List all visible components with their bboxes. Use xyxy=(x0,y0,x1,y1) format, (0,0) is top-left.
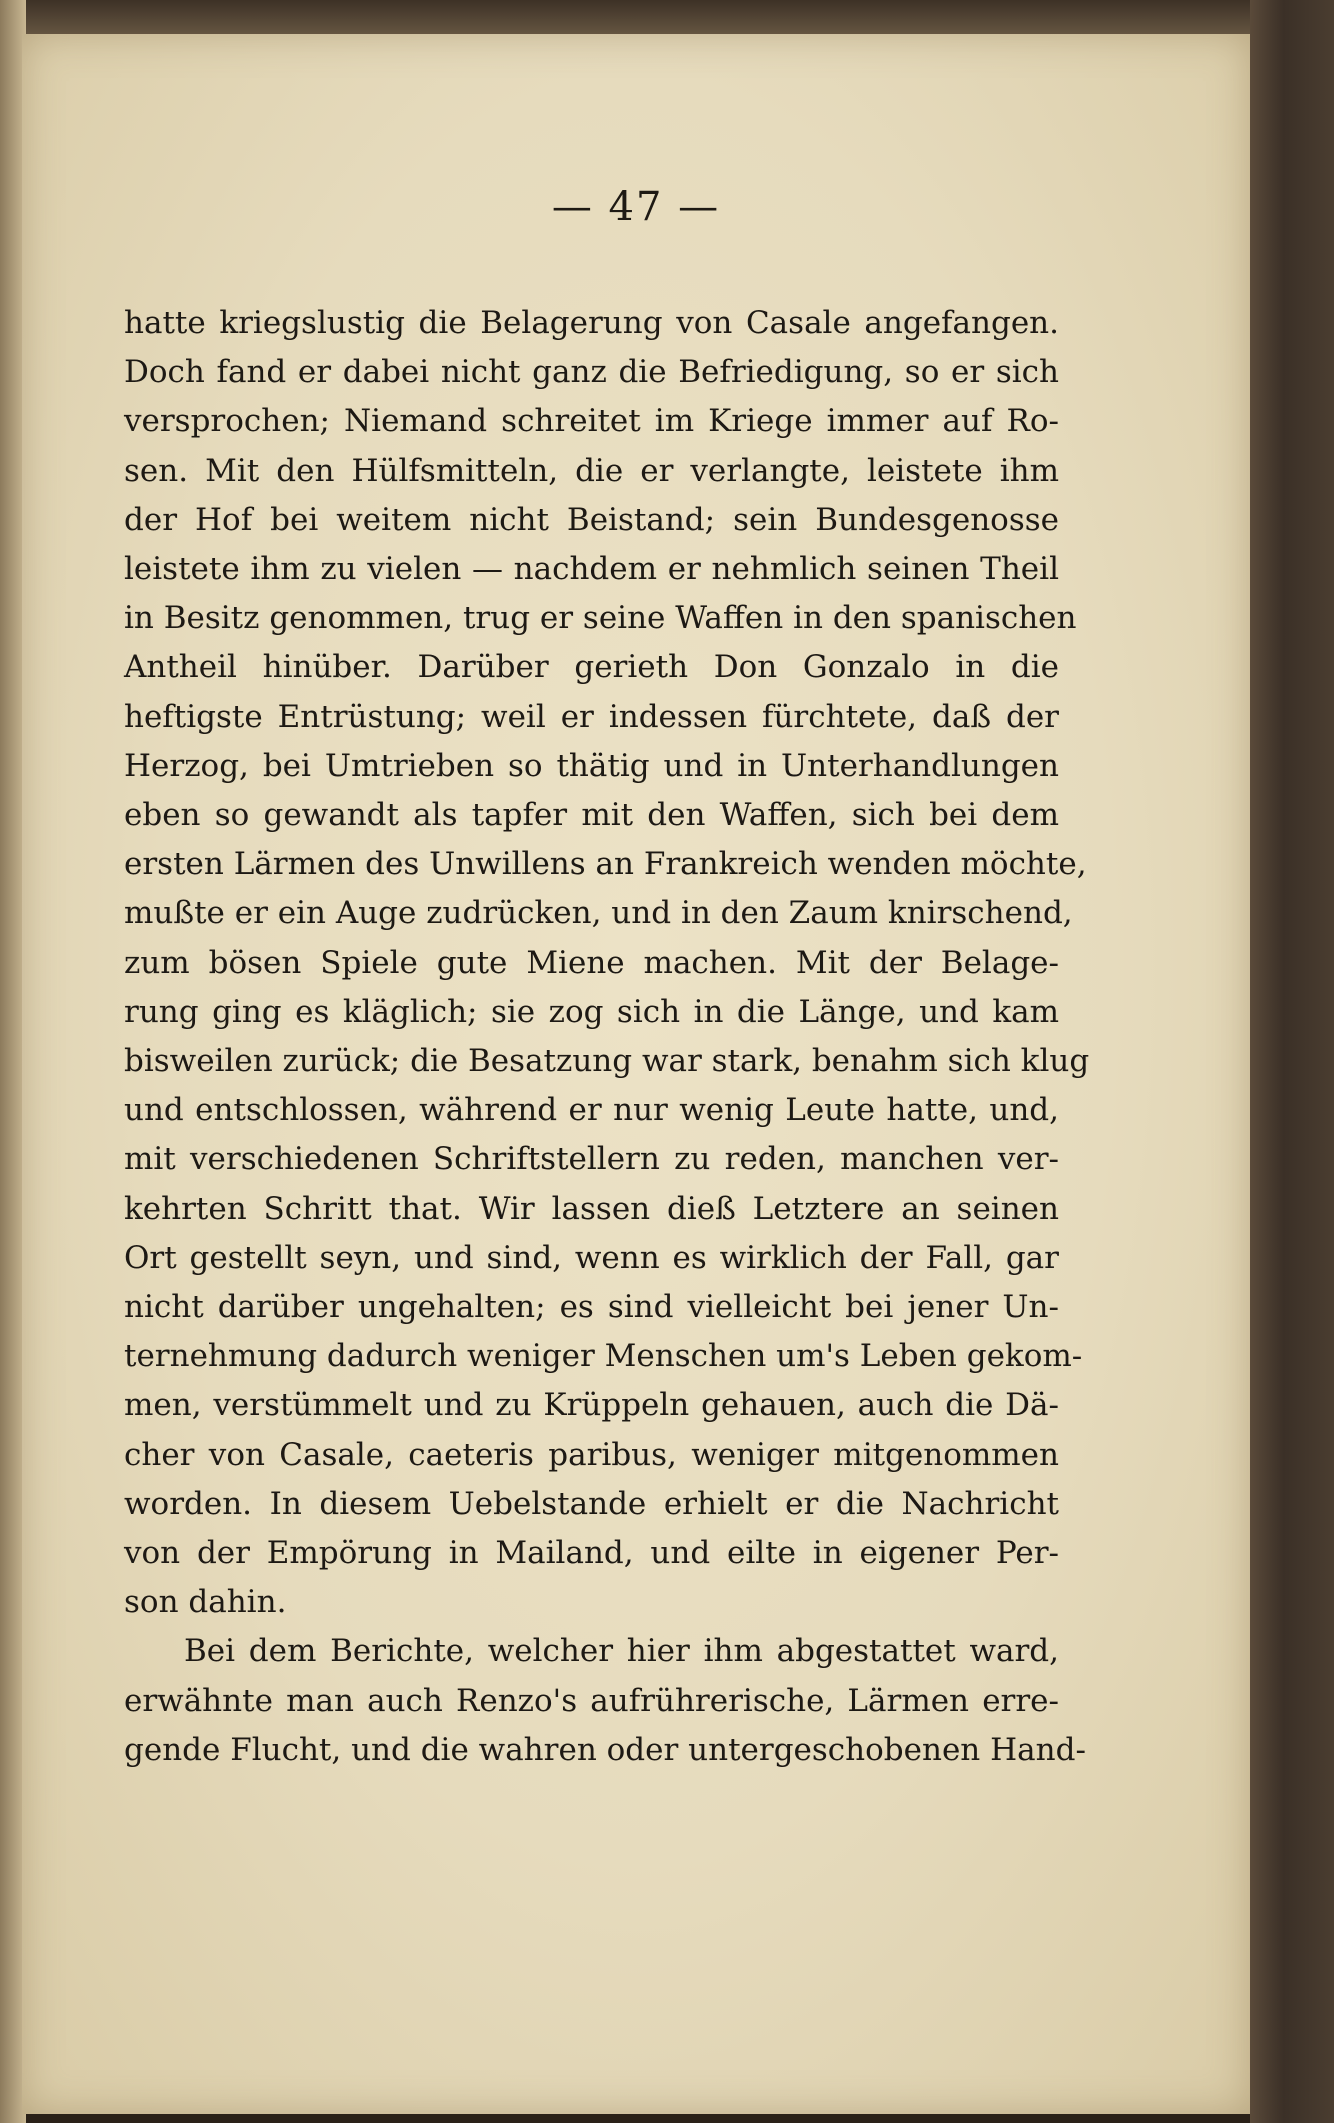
text-line: zum bösen Spiele gute Miene machen. Mit der Belage- xyxy=(124,944,1059,981)
text-line: rung ging es kläglich; sie zog sich in die Länge, und kam xyxy=(124,993,1059,1030)
text-line: kehrten Schritt that. Wir lassen dieß Letztere an seinen xyxy=(124,1190,1059,1227)
text-line: erwähnte man auch Renzo's aufrührerische, Lärmen erre- xyxy=(124,1682,1059,1719)
text-line: son dahin. xyxy=(124,1584,287,1621)
text-line: cher von Casale, caeteris paribus, weniger mitgenommen xyxy=(124,1436,1059,1473)
page-number: — 47 — xyxy=(551,184,721,230)
text-line: mußte er ein Auge zudrücken, und in den Zaum knirschend, xyxy=(124,895,1073,932)
paragraph xyxy=(124,1627,1086,1775)
text-line: Antheil hinüber. Darüber gerieth Don Gonzalo in die xyxy=(124,649,1059,686)
text-line: Herzog, bei Umtrieben so thätig und in Unterhandlungen xyxy=(124,747,1059,784)
text-line: gende Flucht, und die wahren oder untergeschobenen Hand- xyxy=(124,1731,1086,1768)
text-line: in Besitz genommen, trug er seine Waffen in den spanischen xyxy=(124,600,1077,637)
text-line: sen. Mit den Hülfsmitteln, die er verlangte, leistete ihm xyxy=(124,452,1059,489)
text-line: men, verstümmelt und zu Krüppeln gehauen, auch die Dä- xyxy=(124,1387,1059,1424)
book-page xyxy=(22,34,1250,2114)
text-line: hatte kriegslustig die Belagerung von Casale angefangen. xyxy=(124,305,1059,341)
text-line: eben so gewandt als tapfer mit den Waffen, sich bei dem xyxy=(124,797,1059,834)
text-line: nicht darüber ungehalten; es sind vielleicht bei jener Un- xyxy=(124,1289,1059,1326)
text-line: worden. In diesem Uebelstande erhielt er die Nachricht xyxy=(124,1485,1059,1522)
text-line: Doch fand er dabei nicht ganz die Befriedigung, so er sich xyxy=(124,354,1059,391)
text-line: bisweilen zurück; die Besatzung war stark, benahm sich klug xyxy=(124,1043,1090,1080)
text-line: von der Empörung in Mailand, und eilte in eigener Per- xyxy=(124,1535,1059,1572)
paragraph xyxy=(124,299,1090,1627)
text-line: ersten Lärmen des Unwillens an Frankreich wenden möchte, xyxy=(124,846,1087,883)
text-line: leistete ihm zu vielen — nachdem er nehmlich seinen Theil xyxy=(124,551,1059,588)
text-line: heftigste Entrüstung; weil er indessen fürchtete, daß der xyxy=(124,698,1059,735)
text-line: der Hof bei weitem nicht Beistand; sein Bundesgenosse xyxy=(124,501,1059,538)
book-binding xyxy=(1250,0,1334,2123)
text-line: versprochen; Niemand schreitet im Kriege immer auf Ro- xyxy=(124,403,1059,440)
text-line: Bei dem Berichte, welcher hier ihm abgestattet ward, xyxy=(184,1633,1059,1670)
text-line: und entschlossen, während er nur wenig Leute hatte, und, xyxy=(124,1092,1059,1129)
text-line: mit verschiedenen Schriftstellern zu reden, manchen ver- xyxy=(124,1141,1059,1178)
text-line: ternehmung dadurch weniger Menschen um's Leben gekom- xyxy=(124,1338,1083,1375)
body-text xyxy=(124,299,1090,1775)
text-line: Ort gestellt seyn, und sind, wenn es wirklich der Fall, gar xyxy=(124,1239,1059,1276)
